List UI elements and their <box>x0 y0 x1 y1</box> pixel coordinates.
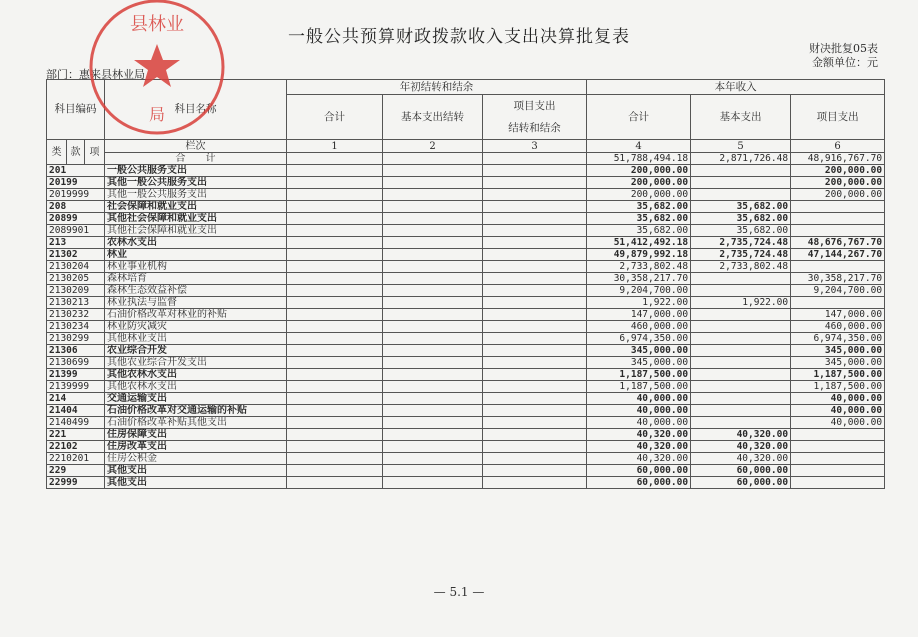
row-cur-total: 200,000.00 <box>587 177 691 189</box>
row-prior-total <box>287 261 383 273</box>
row-cur-project: 147,000.00 <box>791 309 885 321</box>
row-code: 2130699 <box>47 357 105 369</box>
row-cur-project <box>791 441 885 453</box>
row-name: 林业执法与监督 <box>105 297 287 309</box>
row-name: 森林培育 <box>105 273 287 285</box>
row-cur-project: 345,000.00 <box>791 357 885 369</box>
row-prior-project <box>483 177 587 189</box>
row-cur-project <box>791 453 885 465</box>
row-name: 农业综合开发 <box>105 345 287 357</box>
row-prior-total <box>287 297 383 309</box>
row-prior-project <box>483 309 587 321</box>
row-cur-basic: 60,000.00 <box>691 465 791 477</box>
row-prior-project <box>483 429 587 441</box>
row-prior-total <box>287 477 383 489</box>
row-prior-total <box>287 381 383 393</box>
row-code: 22102 <box>47 441 105 453</box>
row-prior-basic <box>383 297 483 309</box>
table-row <box>47 465 885 477</box>
row-name: 石油价格改革对交通运输的补贴 <box>105 405 287 417</box>
row-cur-project: 40,000.00 <box>791 417 885 429</box>
row-prior-basic <box>383 345 483 357</box>
row-cur-total: 40,320.00 <box>587 441 691 453</box>
row-prior-total <box>287 177 383 189</box>
row-prior-project <box>483 225 587 237</box>
row-code: 2130204 <box>47 261 105 273</box>
row-cur-project: 30,358,217.70 <box>791 273 885 285</box>
seal-text-bottom: 局 <box>148 105 166 124</box>
row-prior-total <box>287 189 383 201</box>
row-cur-project: 200,000.00 <box>791 165 885 177</box>
row-cur-basic: 2,735,724.48 <box>691 249 791 261</box>
row-cur-project: 9,204,700.00 <box>791 285 885 297</box>
row-cur-basic: 35,682.00 <box>691 225 791 237</box>
row-code: 2130213 <box>47 297 105 309</box>
row-cur-basic: 35,682.00 <box>691 201 791 213</box>
header-kuan: 款 <box>67 140 85 165</box>
row-cur-basic: 2,733,802.48 <box>691 261 791 273</box>
row-code: 21302 <box>47 249 105 261</box>
row-prior-project <box>483 285 587 297</box>
row-prior-project <box>483 345 587 357</box>
row-cur-basic <box>691 393 791 405</box>
row-cur-project: 1,187,500.00 <box>791 381 885 393</box>
row-code: 229 <box>47 465 105 477</box>
row-cur-basic <box>691 417 791 429</box>
header-xiang: 项 <box>85 140 105 165</box>
total-prior <box>483 153 587 165</box>
row-name: 社会保障和就业支出 <box>105 201 287 213</box>
row-cur-total: 60,000.00 <box>587 465 691 477</box>
row-prior-total <box>287 225 383 237</box>
official-seal-icon <box>82 0 232 142</box>
row-cur-total: 35,682.00 <box>587 213 691 225</box>
row-prior-total <box>287 345 383 357</box>
row-code: 2130209 <box>47 285 105 297</box>
table-row <box>47 441 885 453</box>
row-cur-project: 200,000.00 <box>791 177 885 189</box>
row-prior-project <box>483 201 587 213</box>
row-cur-total: 345,000.00 <box>587 345 691 357</box>
row-code: 221 <box>47 429 105 441</box>
header-prior-basic: 基本支出结转 <box>383 95 483 140</box>
table-row <box>47 369 885 381</box>
row-cur-basic <box>691 333 791 345</box>
row-code: 2130205 <box>47 273 105 285</box>
row-prior-project <box>483 477 587 489</box>
row-name: 其他支出 <box>105 465 287 477</box>
header-group-current: 本年收入 <box>587 80 885 95</box>
row-code: 208 <box>47 201 105 213</box>
row-cur-total: 345,000.00 <box>587 357 691 369</box>
row-cur-project: 345,000.00 <box>791 345 885 357</box>
row-code: 2139999 <box>47 381 105 393</box>
row-code: 21306 <box>47 345 105 357</box>
row-prior-basic <box>383 189 483 201</box>
row-cur-project <box>791 477 885 489</box>
row-cur-basic <box>691 405 791 417</box>
row-prior-project <box>483 441 587 453</box>
row-code: 2130299 <box>47 333 105 345</box>
table-row <box>47 285 885 297</box>
row-name: 住房改革支出 <box>105 441 287 453</box>
row-prior-total <box>287 441 383 453</box>
row-prior-basic <box>383 357 483 369</box>
row-prior-total <box>287 357 383 369</box>
row-cur-basic: 40,320.00 <box>691 429 791 441</box>
row-cur-basic <box>691 345 791 357</box>
header-name: 科目名称 <box>105 80 287 140</box>
row-prior-basic <box>383 285 483 297</box>
row-prior-basic <box>383 237 483 249</box>
header-prior-total: 合计 <box>287 95 383 140</box>
row-prior-basic <box>383 261 483 273</box>
department-label: 部门：惠来县林业局 <box>46 68 145 81</box>
row-prior-project <box>483 453 587 465</box>
row-name: 森林生态效益补偿 <box>105 285 287 297</box>
row-cur-basic: 60,000.00 <box>691 477 791 489</box>
row-code: 20199 <box>47 177 105 189</box>
row-prior-basic <box>383 213 483 225</box>
row-prior-basic <box>383 465 483 477</box>
row-prior-total <box>287 429 383 441</box>
row-cur-project <box>791 261 885 273</box>
row-name: 其他社会保障和就业支出 <box>105 225 287 237</box>
total-prior <box>287 153 383 165</box>
column-index: 5 <box>691 140 791 153</box>
row-cur-basic <box>691 273 791 285</box>
row-name: 其他一般公共服务支出 <box>105 177 287 189</box>
header-prior-project-line1: 项目支出 <box>513 100 556 112</box>
row-name: 一般公共服务支出 <box>105 165 287 177</box>
row-cur-project <box>791 429 885 441</box>
row-prior-basic <box>383 417 483 429</box>
row-cur-basic: 40,320.00 <box>691 453 791 465</box>
row-prior-total <box>287 165 383 177</box>
row-prior-project <box>483 249 587 261</box>
row-code: 20899 <box>47 213 105 225</box>
row-cur-total: 49,879,992.18 <box>587 249 691 261</box>
row-prior-total <box>287 309 383 321</box>
row-prior-total <box>287 393 383 405</box>
form-code: 财决批复05表 <box>809 42 878 55</box>
row-cur-project <box>791 465 885 477</box>
row-prior-basic <box>383 477 483 489</box>
table-row <box>47 165 885 177</box>
row-prior-basic <box>383 177 483 189</box>
row-name: 其他林业支出 <box>105 333 287 345</box>
row-name: 住房保障支出 <box>105 429 287 441</box>
row-prior-total <box>287 285 383 297</box>
row-code: 2130234 <box>47 321 105 333</box>
row-name: 农林水支出 <box>105 237 287 249</box>
table-row <box>47 237 885 249</box>
row-cur-total: 1,187,500.00 <box>587 381 691 393</box>
seal-text-top: 县林业 <box>130 14 184 35</box>
row-prior-project <box>483 369 587 381</box>
row-cur-total: 147,000.00 <box>587 309 691 321</box>
row-prior-project <box>483 465 587 477</box>
row-cur-basic: 2,735,724.48 <box>691 237 791 249</box>
row-prior-total <box>287 333 383 345</box>
row-name: 林业防灾减灾 <box>105 321 287 333</box>
table-row <box>47 333 885 345</box>
currency-unit: 金额单位：元 <box>812 56 878 69</box>
row-code: 2019999 <box>47 189 105 201</box>
row-name: 其他农林水支出 <box>105 369 287 381</box>
row-prior-total <box>287 417 383 429</box>
row-cur-total: 1,187,500.00 <box>587 369 691 381</box>
row-name: 石油价格改革对林业的补贴 <box>105 309 287 321</box>
header-cur-project: 项目支出 <box>791 95 885 140</box>
row-prior-basic <box>383 273 483 285</box>
row-name: 其他一般公共服务支出 <box>105 189 287 201</box>
row-cur-total: 35,682.00 <box>587 225 691 237</box>
row-prior-basic <box>383 429 483 441</box>
row-prior-total <box>287 453 383 465</box>
row-cur-total: 30,358,217.70 <box>587 273 691 285</box>
row-cur-project: 40,000.00 <box>791 393 885 405</box>
column-index-label: 栏次 <box>105 140 287 153</box>
row-prior-total <box>287 249 383 261</box>
row-prior-basic <box>383 165 483 177</box>
table-row <box>47 405 885 417</box>
row-code: 214 <box>47 393 105 405</box>
row-cur-total: 40,000.00 <box>587 393 691 405</box>
row-cur-project: 6,974,350.00 <box>791 333 885 345</box>
row-prior-basic <box>383 309 483 321</box>
row-name: 其他社会保障和就业支出 <box>105 213 287 225</box>
row-name: 石油价格改革补贴其他支出 <box>105 417 287 429</box>
column-index: 6 <box>791 140 885 153</box>
row-cur-total: 51,412,492.18 <box>587 237 691 249</box>
total-cur-project: 48,916,767.70 <box>791 153 885 165</box>
table-row <box>47 213 885 225</box>
row-prior-basic <box>383 381 483 393</box>
table-row <box>47 345 885 357</box>
row-prior-project <box>483 381 587 393</box>
row-cur-project: 47,144,267.70 <box>791 249 885 261</box>
row-prior-basic <box>383 405 483 417</box>
row-prior-project <box>483 357 587 369</box>
row-code: 2140499 <box>47 417 105 429</box>
table-row <box>47 393 885 405</box>
row-prior-basic <box>383 225 483 237</box>
row-prior-total <box>287 237 383 249</box>
row-cur-basic <box>691 369 791 381</box>
header-type: 类 <box>47 140 67 165</box>
row-cur-total: 40,000.00 <box>587 417 691 429</box>
table-row <box>47 273 885 285</box>
row-cur-total: 40,320.00 <box>587 453 691 465</box>
row-prior-project <box>483 237 587 249</box>
row-cur-total: 200,000.00 <box>587 189 691 201</box>
row-cur-total: 6,974,350.00 <box>587 333 691 345</box>
total-cur-basic: 2,871,726.48 <box>691 153 791 165</box>
row-cur-total: 2,733,802.48 <box>587 261 691 273</box>
row-cur-total: 200,000.00 <box>587 165 691 177</box>
total-label: 合 计 <box>105 153 287 165</box>
row-cur-project: 40,000.00 <box>791 405 885 417</box>
table-row <box>47 177 885 189</box>
row-code: 21399 <box>47 369 105 381</box>
page-title: 一般公共预算财政拨款收入支出决算批复表 <box>288 27 630 47</box>
row-code: 21404 <box>47 405 105 417</box>
row-cur-basic: 1,922.00 <box>691 297 791 309</box>
row-prior-project <box>483 261 587 273</box>
row-prior-total <box>287 369 383 381</box>
row-code: 2130232 <box>47 309 105 321</box>
table-row <box>47 201 885 213</box>
row-cur-total: 1,922.00 <box>587 297 691 309</box>
table-row <box>47 381 885 393</box>
row-cur-basic <box>691 177 791 189</box>
row-cur-total: 60,000.00 <box>587 477 691 489</box>
row-prior-total <box>287 273 383 285</box>
row-cur-basic: 40,320.00 <box>691 441 791 453</box>
column-index: 4 <box>587 140 691 153</box>
row-name: 住房公积金 <box>105 453 287 465</box>
row-prior-project <box>483 189 587 201</box>
row-cur-basic <box>691 321 791 333</box>
row-cur-project: 200,000.00 <box>791 189 885 201</box>
row-code: 22999 <box>47 477 105 489</box>
table-row <box>47 357 885 369</box>
table-row <box>47 189 885 201</box>
reference-block <box>809 42 878 70</box>
row-name: 其他农业综合开发支出 <box>105 357 287 369</box>
row-cur-total: 40,000.00 <box>587 405 691 417</box>
row-cur-basic: 35,682.00 <box>691 213 791 225</box>
table-row <box>47 309 885 321</box>
row-cur-project <box>791 225 885 237</box>
row-code: 2210201 <box>47 453 105 465</box>
row-prior-project <box>483 165 587 177</box>
row-prior-basic <box>383 333 483 345</box>
table-row <box>47 249 885 261</box>
row-cur-project <box>791 201 885 213</box>
row-cur-total: 40,320.00 <box>587 429 691 441</box>
header-prior-project <box>483 95 587 140</box>
column-index: 2 <box>383 140 483 153</box>
row-cur-project <box>791 213 885 225</box>
table-row <box>47 225 885 237</box>
row-cur-basic <box>691 189 791 201</box>
total-prior <box>383 153 483 165</box>
column-index: 1 <box>287 140 383 153</box>
header-cur-basic: 基本支出 <box>691 95 791 140</box>
row-cur-project <box>791 297 885 309</box>
row-prior-total <box>287 405 383 417</box>
table-row <box>47 297 885 309</box>
row-prior-basic <box>383 369 483 381</box>
row-name: 林业事业机构 <box>105 261 287 273</box>
row-prior-basic <box>383 321 483 333</box>
row-prior-basic <box>383 201 483 213</box>
row-prior-project <box>483 417 587 429</box>
row-cur-total: 9,204,700.00 <box>587 285 691 297</box>
table-row <box>47 321 885 333</box>
row-cur-basic <box>691 309 791 321</box>
row-prior-basic <box>383 393 483 405</box>
row-name: 其他支出 <box>105 477 287 489</box>
row-cur-total: 35,682.00 <box>587 201 691 213</box>
row-cur-project: 460,000.00 <box>791 321 885 333</box>
row-cur-project: 1,187,500.00 <box>791 369 885 381</box>
table-row <box>47 477 885 489</box>
row-prior-total <box>287 465 383 477</box>
row-prior-project <box>483 333 587 345</box>
row-prior-project <box>483 297 587 309</box>
table-row <box>47 261 885 273</box>
header-prior-project-line2: 结转和结余 <box>508 122 561 134</box>
table-row <box>47 429 885 441</box>
row-prior-project <box>483 273 587 285</box>
row-prior-project <box>483 405 587 417</box>
row-code: 2089901 <box>47 225 105 237</box>
row-prior-project <box>483 321 587 333</box>
row-cur-basic <box>691 285 791 297</box>
total-cur-total: 51,788,494.18 <box>587 153 691 165</box>
row-cur-basic <box>691 357 791 369</box>
row-code: 213 <box>47 237 105 249</box>
header-group-prior: 年初结转和结余 <box>287 80 587 95</box>
row-prior-basic <box>383 453 483 465</box>
row-name: 其他农林水支出 <box>105 381 287 393</box>
page-number: — 5.1 — <box>433 585 485 599</box>
table-row <box>47 417 885 429</box>
row-cur-basic <box>691 165 791 177</box>
header-code: 科目编码 <box>47 80 105 140</box>
row-cur-total: 460,000.00 <box>587 321 691 333</box>
row-prior-total <box>287 201 383 213</box>
row-prior-total <box>287 321 383 333</box>
row-prior-basic <box>383 249 483 261</box>
row-prior-project <box>483 393 587 405</box>
row-prior-project <box>483 213 587 225</box>
row-cur-project: 48,676,767.70 <box>791 237 885 249</box>
row-cur-basic <box>691 381 791 393</box>
row-name: 交通运输支出 <box>105 393 287 405</box>
header-cur-total: 合计 <box>587 95 691 140</box>
column-index: 3 <box>483 140 587 153</box>
table-row <box>47 453 885 465</box>
row-code: 201 <box>47 165 105 177</box>
row-name: 林业 <box>105 249 287 261</box>
row-prior-basic <box>383 441 483 453</box>
row-prior-total <box>287 213 383 225</box>
